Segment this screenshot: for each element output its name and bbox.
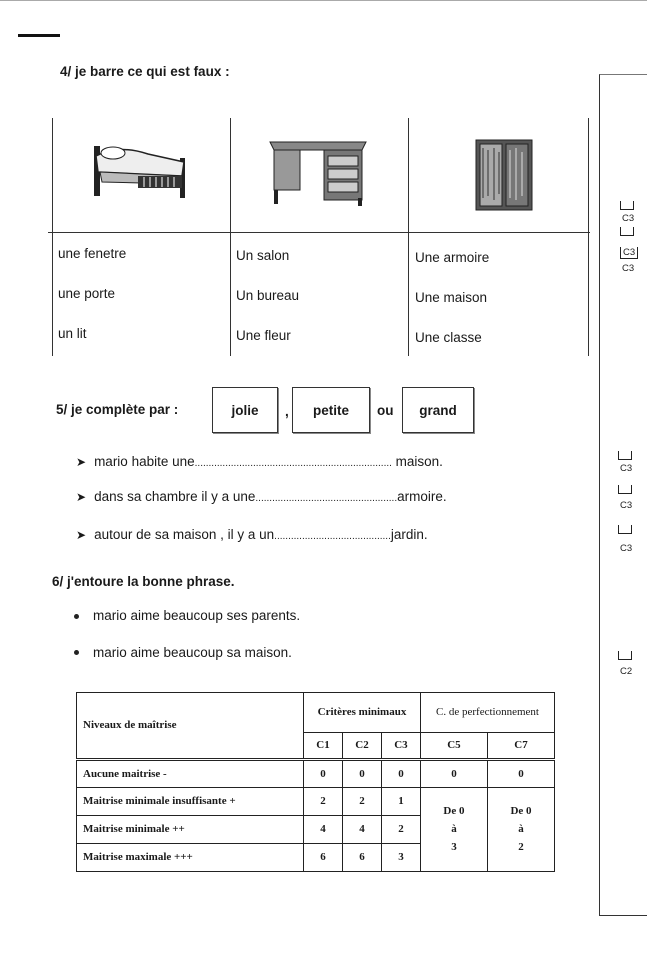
col-c3: C3 (381, 732, 420, 759)
table-row: Maitrise minimale ++ 4 4 2 (77, 815, 555, 843)
score-label: C3 (620, 463, 633, 474)
table-row: Maitrise minimale insuffisante + 2 2 1 De 0 à 3 De 0 à 2 (77, 787, 555, 815)
phrase-1[interactable]: mario aime beaucoup ses parents. (93, 608, 301, 623)
table-row: Aucune maitrise - 0 0 0 0 0 (77, 759, 555, 787)
score-box[interactable] (620, 201, 634, 210)
exercise6-title: 6/ j'entoure la bonne phrase. (52, 574, 235, 589)
score-label: C3 (620, 543, 633, 554)
arrow-icon: ➤ (76, 455, 87, 469)
desk-icon (266, 136, 371, 206)
table-row: Maitrise maximale +++ 6 6 3 (77, 843, 555, 871)
choice-petite[interactable]: petite (292, 387, 370, 433)
head-perf: C. de perfectionnement (420, 693, 554, 733)
range-c5: De 0 à 3 (420, 787, 487, 871)
option-3-3[interactable]: Une classe (415, 330, 482, 345)
corner-mark (18, 34, 60, 37)
score-box[interactable] (618, 525, 632, 534)
col-c2: C2 (342, 732, 381, 759)
score-box[interactable] (620, 227, 634, 236)
sentence-1: ➤ mario habite une....................................................................... maison. (76, 454, 443, 469)
choice-grand[interactable]: grand (402, 387, 474, 433)
col-c1: C1 (304, 732, 343, 759)
blank-2[interactable]: ................................................... (255, 493, 398, 504)
blank-1[interactable]: ....................................................................... (194, 458, 392, 469)
col-c5: C5 (420, 732, 487, 759)
arrow-icon: ➤ (76, 490, 87, 504)
grading-margin (599, 74, 647, 916)
phrase-2[interactable]: mario aime beaucoup sa maison. (93, 645, 292, 660)
sentence-2: ➤ dans sa chambre il y a une...................................................armoire. (76, 489, 447, 504)
score-label: C3 (622, 263, 635, 274)
option-2-3[interactable]: Une fleur (236, 328, 291, 343)
criteria-table (76, 692, 555, 872)
ou-word: ou (377, 403, 394, 418)
score-label: C2 (620, 666, 633, 677)
exercise4-grid (48, 118, 590, 356)
option-1-2[interactable]: une porte (58, 286, 116, 301)
wardrobe-icon (470, 138, 538, 212)
bed-icon (88, 140, 198, 202)
score-box[interactable] (618, 651, 632, 660)
option-2-1[interactable]: Un salon (236, 248, 290, 263)
exercise5-title: 5/ je complète par : (56, 402, 179, 417)
choice-jolie[interactable]: jolie (212, 387, 278, 433)
blank-3[interactable]: .......................................... (274, 531, 391, 542)
bullet-dot (74, 614, 79, 619)
score-label: C3 (622, 213, 635, 224)
bullet-dot (74, 650, 79, 655)
option-3-2[interactable]: Une maison (415, 290, 488, 305)
top-border (0, 0, 647, 1)
head-min: Critères minimaux (304, 693, 421, 733)
score-label: C3 (620, 247, 638, 259)
range-c7: De 0 à 2 (487, 787, 554, 871)
score-label: C3 (620, 500, 633, 511)
option-2-2[interactable]: Un bureau (236, 288, 300, 303)
exercise4-title: 4/ je barre ce qui est faux : (60, 64, 230, 79)
comma: , (285, 404, 289, 419)
sentence-3: ➤ autour de sa maison , il y a un..........................................jardin. (76, 527, 428, 542)
option-3-1[interactable]: Une armoire (415, 250, 490, 265)
score-box[interactable] (618, 485, 632, 494)
arrow-icon: ➤ (76, 528, 87, 542)
option-1-1[interactable]: une fenetre (58, 246, 127, 261)
score-box[interactable] (618, 451, 632, 460)
option-1-3[interactable]: un lit (58, 326, 87, 341)
col-c7: C7 (487, 732, 554, 759)
head-levels: Niveaux de maîtrise (77, 693, 304, 760)
